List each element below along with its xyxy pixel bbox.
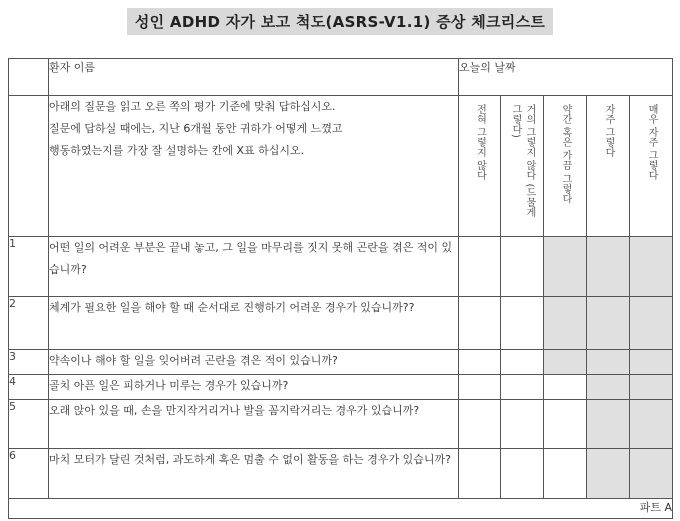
- table-row: [9, 297, 673, 350]
- instruction-line-2: 질문에 답하실 때에는, 지난 6개월 동안 귀하가 어떻게 느꼈고: [49, 122, 343, 135]
- date-label: 오늘의 날짜: [459, 59, 673, 96]
- question-number: 1: [9, 237, 49, 297]
- scale-header-sometimes: [544, 96, 587, 237]
- answer-cell-shaded[interactable]: [630, 237, 673, 297]
- answer-cell[interactable]: [459, 449, 501, 499]
- scale-label: 거의 그렇지 않다 (드물게 그렇다): [510, 104, 535, 218]
- scale-label: 약간 혹은 가끔 그렇다: [560, 104, 571, 204]
- answer-cell[interactable]: [501, 400, 544, 449]
- answer-cell[interactable]: [544, 449, 587, 499]
- answer-cell-shaded[interactable]: [544, 350, 587, 375]
- header-blank-cell: [9, 59, 49, 96]
- answer-cell[interactable]: [459, 350, 501, 375]
- answer-cell-shaded[interactable]: [587, 400, 630, 449]
- title-container: [0, 8, 680, 35]
- answer-cell[interactable]: [459, 375, 501, 400]
- answer-cell-shaded[interactable]: [587, 350, 630, 375]
- scale-header-rarely: [501, 96, 544, 237]
- part-label: 파트 A: [9, 499, 673, 519]
- table-row: [9, 375, 673, 400]
- answer-cell[interactable]: [501, 237, 544, 297]
- answer-cell-shaded[interactable]: [587, 297, 630, 350]
- table-row: [9, 350, 673, 375]
- answer-cell-shaded[interactable]: [630, 449, 673, 499]
- question-text: 오래 앉아 있을 때, 손을 만지작거리거나 발을 꼼지락거리는 경우가 있습니까?: [49, 400, 459, 449]
- scale-label: 전혀 그렇지 않다: [474, 104, 486, 181]
- answer-cell-shaded[interactable]: [630, 297, 673, 350]
- instruction-row: [9, 96, 673, 237]
- checklist-table: [8, 58, 673, 519]
- page-title: 성인 ADHD 자가 보고 척도(ASRS-V1.1) 증상 체크리스트: [127, 8, 553, 35]
- instruction-blank-cell: [9, 96, 49, 237]
- patient-name-label: 환자 이름: [49, 59, 459, 96]
- answer-cell[interactable]: [501, 297, 544, 350]
- scale-header-very-often: [630, 96, 673, 237]
- scale-label: 자주 그렇다: [603, 104, 614, 158]
- answer-cell[interactable]: [501, 449, 544, 499]
- table-row: [9, 237, 673, 297]
- answer-cell-shaded[interactable]: [587, 237, 630, 297]
- instruction-line-3: 행동하였는지를 가장 잘 설명하는 칸에 X표 하십시오.: [49, 144, 305, 157]
- question-number: 3: [9, 350, 49, 375]
- table-row: [9, 400, 673, 449]
- answer-cell-shaded[interactable]: [544, 237, 587, 297]
- scale-header-never: [459, 96, 501, 237]
- question-number: 4: [9, 375, 49, 400]
- question-text: 어떤 일의 어려운 부분은 끝내 놓고, 그 일을 마무리를 짓지 못해 곤란을 겪은 적이 있습니까?: [49, 237, 459, 297]
- answer-cell[interactable]: [459, 400, 501, 449]
- answer-cell[interactable]: [501, 375, 544, 400]
- question-text: 체계가 필요한 일을 해야 할 때 순서대로 진행하기 어려운 경우가 있습니까??: [49, 297, 459, 350]
- answer-cell-shaded[interactable]: [587, 449, 630, 499]
- answer-cell[interactable]: [544, 400, 587, 449]
- header-row: [9, 59, 673, 96]
- question-text: 마치 모터가 달린 것처럼, 과도하게 혹은 멈출 수 없이 활동을 하는 경우가 있습니까?: [49, 449, 459, 499]
- scale-label: 매우 자주 그렇다: [646, 104, 658, 181]
- footer-row: [9, 499, 673, 519]
- answer-cell-shaded[interactable]: [630, 350, 673, 375]
- table-row: [9, 449, 673, 499]
- answer-cell-shaded[interactable]: [630, 375, 673, 400]
- question-number: 5: [9, 400, 49, 449]
- answer-cell[interactable]: [459, 237, 501, 297]
- scale-header-often: [587, 96, 630, 237]
- question-number: 2: [9, 297, 49, 350]
- question-number: 6: [9, 449, 49, 499]
- instructions: [49, 96, 459, 237]
- question-text: 약속이나 해야 할 일을 잊어버려 곤란을 겪은 적이 있습니까?: [49, 350, 459, 375]
- answer-cell[interactable]: [544, 375, 587, 400]
- answer-cell[interactable]: [459, 297, 501, 350]
- answer-cell-shaded[interactable]: [630, 400, 673, 449]
- question-text: 골치 아픈 일은 피하거나 미루는 경우가 있습니까?: [49, 375, 459, 400]
- answer-cell-shaded[interactable]: [544, 297, 587, 350]
- instruction-line-1: 아래의 질문을 읽고 오른 쪽의 평가 기준에 맞춰 답하십시오.: [49, 100, 336, 113]
- answer-cell[interactable]: [501, 350, 544, 375]
- answer-cell-shaded[interactable]: [587, 375, 630, 400]
